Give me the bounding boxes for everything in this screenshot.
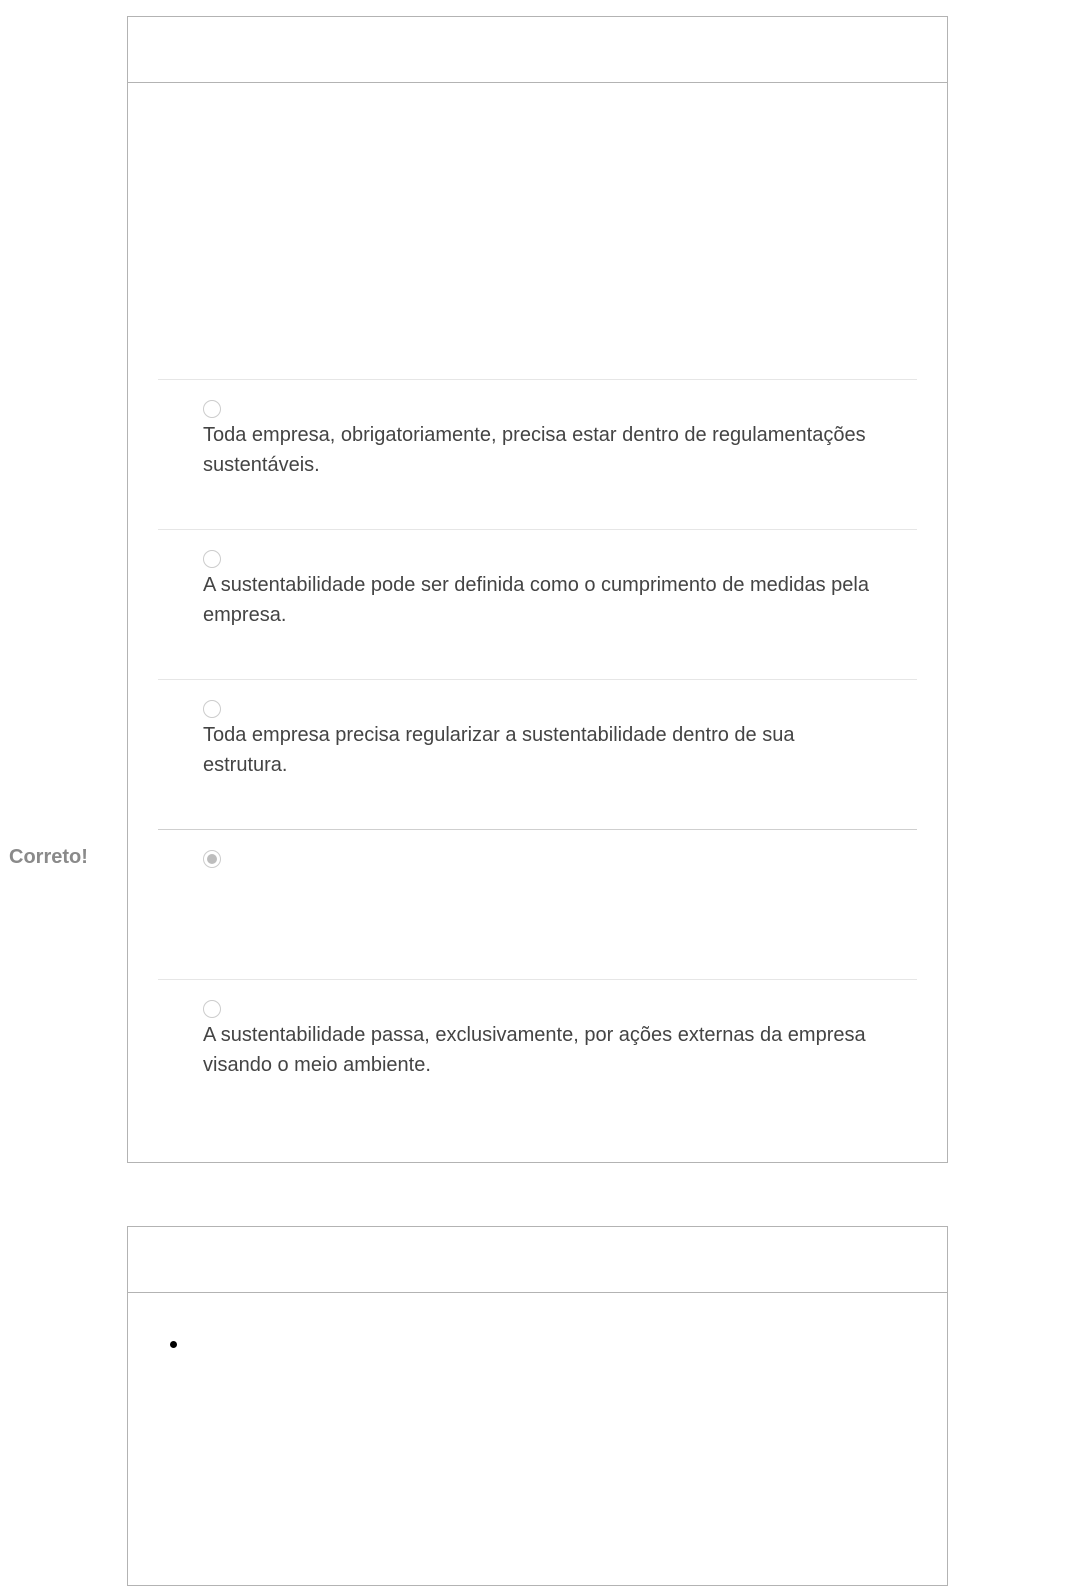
answer-text: A sustentabilidade passa, exclusivamente, por ações externas da empresa visando o meio ambiente. xyxy=(203,1024,866,1076)
radio-button[interactable] xyxy=(203,1000,221,1018)
radio-button-selected[interactable] xyxy=(203,850,221,868)
correct-answer-flag: Correto! xyxy=(0,838,127,880)
answer-text: A sustentabilidade pode ser definida como o cumprimento de medidas pela empresa. xyxy=(203,574,869,626)
radio-button[interactable] xyxy=(203,550,221,568)
answer-option-3[interactable] xyxy=(158,679,917,829)
answer-option-1[interactable] xyxy=(158,379,917,529)
answer-list xyxy=(158,379,917,1129)
answer-text: Toda empresa, obrigatoriamente, precisa estar dentro de regulamentações sustentáveis. xyxy=(203,424,866,476)
answer-option-2[interactable] xyxy=(158,529,917,679)
radio-button[interactable] xyxy=(203,700,221,718)
answer-text: Toda empresa precisa regularizar a sustentabilidade dentro de sua estrutura. xyxy=(203,724,795,776)
bullet-list xyxy=(170,1341,190,1361)
bullet-icon xyxy=(170,1341,177,1348)
question-card-2 xyxy=(127,1226,948,1586)
question-card-1 xyxy=(127,16,948,1163)
question-header xyxy=(128,17,947,83)
question-header xyxy=(128,1227,947,1293)
answer-option-4-selected[interactable] xyxy=(158,829,917,979)
answer-option-5[interactable] xyxy=(158,979,917,1129)
radio-button[interactable] xyxy=(203,400,221,418)
